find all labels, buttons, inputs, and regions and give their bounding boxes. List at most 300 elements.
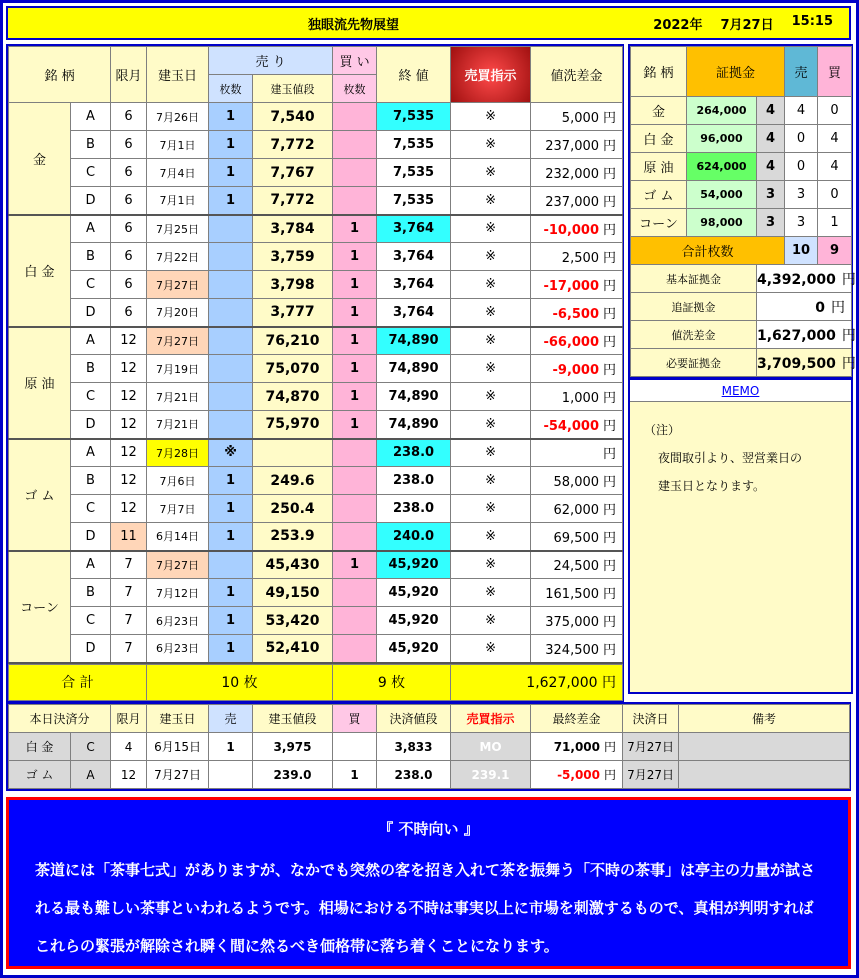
diff-cell [531, 523, 623, 551]
memo-panel [628, 378, 853, 694]
summary-row [631, 293, 852, 321]
total-sell: 10 枚 [147, 664, 333, 700]
margin-row [631, 97, 852, 125]
settle-signal: 239.1 [451, 761, 531, 789]
month-cell: 12 [111, 327, 147, 355]
settle-header: 限月 [111, 705, 147, 733]
buy-count-cell [333, 187, 377, 215]
month-cell: 6 [111, 215, 147, 243]
col-header-close: 終 値 [377, 47, 451, 103]
signal-cell: ※ [451, 607, 531, 635]
position-row [9, 467, 623, 495]
memo-note: （注） [644, 423, 681, 437]
total-diff-unit: 円 [602, 675, 616, 691]
series-label: D [71, 299, 111, 327]
diff-value: -17,000 [543, 279, 600, 294]
price-cell: 3,759 [253, 243, 333, 271]
col-header-diff: 値洗差金 [531, 47, 623, 103]
price-cell: 253.9 [253, 523, 333, 551]
month-cell: 12 [111, 355, 147, 383]
settle-month: 4 [111, 733, 147, 761]
settle-sell-count: 1 [209, 733, 253, 761]
margin-count: 3 [757, 181, 785, 209]
series-label: D [71, 523, 111, 551]
count-total-label: 合計枚数 [631, 237, 785, 265]
diff-unit: 円 [603, 418, 617, 434]
summary-row [631, 349, 852, 377]
diff-value: 69,500 [553, 530, 600, 546]
margin-table [628, 44, 856, 379]
sell-count-cell: 1 [209, 495, 253, 523]
diff-cell [531, 215, 623, 243]
price-cell: 3,798 [253, 271, 333, 299]
close-cell: 7,535 [377, 187, 451, 215]
signal-cell: ※ [451, 215, 531, 243]
diff-unit: 円 [603, 475, 617, 490]
margin-row [631, 181, 852, 209]
month-cell: 11 [111, 523, 147, 551]
settle-date: 6月15日 [147, 733, 209, 761]
settle-header: 決済日 [623, 705, 679, 733]
close-cell: 45,920 [377, 635, 451, 663]
close-cell: 238.0 [377, 439, 451, 467]
quote-title: 『 不時向い 』 [378, 820, 479, 838]
margin-buy: 0 [818, 97, 852, 125]
buy-count-cell [333, 439, 377, 467]
close-cell: 74,890 [377, 383, 451, 411]
date-cell: 7月7日 [147, 495, 209, 523]
diff-cell [531, 187, 623, 215]
buy-count-cell [333, 103, 377, 131]
close-cell: 3,764 [377, 243, 451, 271]
diff-value: -10,000 [543, 223, 600, 239]
col-header-signal: 売買指示 [451, 47, 531, 103]
diff-value: 161,500 [545, 587, 600, 602]
position-row [9, 103, 623, 131]
sell-count-cell: 1 [209, 579, 253, 607]
settle-row [9, 761, 850, 789]
series-label: A [71, 215, 111, 243]
settle-note [679, 761, 850, 789]
settle-header: 買 [333, 705, 377, 733]
date-cell: 7月21日 [147, 411, 209, 439]
settle-price: 3,975 [253, 733, 333, 761]
diff-value: -6,500 [552, 306, 600, 322]
series-label: A [71, 439, 111, 467]
buy-count-cell: 1 [333, 271, 377, 299]
diff-unit: 円 [603, 167, 617, 182]
diff-value: -54,000 [543, 418, 600, 434]
diff-cell [531, 635, 623, 663]
price-cell: 7,540 [253, 103, 333, 131]
settlement-table [6, 702, 851, 791]
margin-sell: 4 [785, 97, 818, 125]
settle-day: 7月27日 [623, 733, 679, 761]
date-cell: 7月26日 [147, 103, 209, 131]
quote-box [6, 797, 851, 969]
sell-count-cell: 1 [209, 607, 253, 635]
commodity-name: 原 油 [9, 327, 71, 439]
series-label: D [71, 411, 111, 439]
settle-month: 12 [111, 761, 147, 789]
margin-sell: 0 [785, 125, 818, 153]
date-cell: 7月27日 [147, 551, 209, 579]
buy-count-cell: 1 [333, 355, 377, 383]
diff-cell [531, 131, 623, 159]
summary-label: 追証拠金 [631, 293, 757, 321]
date-cell: 7月1日 [147, 131, 209, 159]
diff-cell [531, 271, 623, 299]
position-row [9, 243, 623, 271]
close-cell: 7,535 [377, 159, 451, 187]
sell-count-cell [209, 271, 253, 299]
summary-label: 必要証拠金 [631, 349, 757, 377]
margin-buy: 1 [818, 209, 852, 237]
price-cell: 7,772 [253, 187, 333, 215]
margin-name: コーン [631, 209, 687, 237]
series-label: A [71, 327, 111, 355]
margin-name: 白 金 [631, 125, 687, 153]
diff-unit: 円 [603, 306, 617, 322]
position-row [9, 131, 623, 159]
commodity-name: コーン [9, 551, 71, 663]
date-cell: 6月23日 [147, 635, 209, 663]
col-header-sell-count: 枚数 [209, 75, 253, 103]
month-cell: 6 [111, 159, 147, 187]
margin-count: 4 [757, 97, 785, 125]
sell-count-cell: ※ [209, 439, 253, 467]
margin-value: 54,000 [687, 181, 757, 209]
diff-unit: 円 [603, 111, 617, 126]
diff-value: 375,000 [545, 615, 600, 630]
diff-value: 62,000 [553, 503, 600, 518]
title-bar [6, 6, 851, 40]
summary-label: 値洗差金 [631, 321, 757, 349]
col-header-month: 限月 [111, 47, 147, 103]
price-cell: 53,420 [253, 607, 333, 635]
date-cell: 7月20日 [147, 299, 209, 327]
diff-unit: 円 [603, 559, 617, 575]
series-label: B [71, 579, 111, 607]
summary-unit: 円 [831, 299, 846, 316]
margin-count: 4 [757, 153, 785, 181]
signal-cell: ※ [451, 495, 531, 523]
margin-row [631, 153, 852, 181]
settle-header: 決済値段 [377, 705, 451, 733]
settle-day: 7月27日 [623, 761, 679, 789]
settle-diff-unit: 円 [604, 740, 617, 754]
signal-cell: ※ [451, 467, 531, 495]
diff-unit: 円 [603, 335, 617, 351]
margin-sell: 3 [785, 181, 818, 209]
price-cell: 7,772 [253, 131, 333, 159]
signal-cell: ※ [451, 131, 531, 159]
close-cell: 238.0 [377, 467, 451, 495]
buy-count-cell [333, 495, 377, 523]
close-cell: 240.0 [377, 523, 451, 551]
datetime [639, 14, 849, 33]
diff-unit: 円 [603, 503, 617, 518]
buy-count-cell: 1 [333, 215, 377, 243]
close-cell: 74,890 [377, 355, 451, 383]
date-cell: 7月21日 [147, 383, 209, 411]
summary-unit: 円 [841, 327, 856, 344]
buy-count-cell: 1 [333, 411, 377, 439]
settle-price: 239.0 [253, 761, 333, 789]
settle-header: 売 [209, 705, 253, 733]
position-row [9, 579, 623, 607]
diff-unit: 円 [603, 251, 617, 266]
price-cell: 7,767 [253, 159, 333, 187]
month-cell: 6 [111, 299, 147, 327]
sell-count-cell [209, 243, 253, 271]
date-cell: 7月19日 [147, 355, 209, 383]
price-cell: 76,210 [253, 327, 333, 355]
col-header-buy: 買 い [333, 47, 377, 75]
signal-cell: ※ [451, 635, 531, 663]
diff-cell [531, 579, 623, 607]
signal-cell: ※ [451, 383, 531, 411]
diff-cell [531, 355, 623, 383]
position-row [9, 411, 623, 439]
month-cell: 12 [111, 467, 147, 495]
signal-cell: ※ [451, 159, 531, 187]
margin-row [631, 125, 852, 153]
summary-value [757, 349, 856, 377]
total-label: 合 計 [9, 664, 147, 700]
close-cell: 45,920 [377, 551, 451, 579]
series-label: D [71, 187, 111, 215]
settle-signal: MO [451, 733, 531, 761]
series-label: C [71, 271, 111, 299]
position-row [9, 439, 623, 467]
margin-row [631, 209, 852, 237]
date-cell: 6月23日 [147, 607, 209, 635]
position-row [9, 523, 623, 551]
diff-unit: 円 [603, 587, 617, 602]
month-cell: 6 [111, 131, 147, 159]
sell-count-cell: 1 [209, 159, 253, 187]
buy-count-cell [333, 607, 377, 635]
signal-cell: ※ [451, 551, 531, 579]
summary-label: 基本証拠金 [631, 265, 757, 293]
diff-value: 237,000 [545, 194, 600, 210]
settle-date: 7月27日 [147, 761, 209, 789]
margin-name: 原 油 [631, 153, 687, 181]
sell-count-cell [209, 215, 253, 243]
date-cell: 7月28日 [147, 439, 209, 467]
price-cell: 250.4 [253, 495, 333, 523]
margin-name: 金 [631, 97, 687, 125]
buy-count-cell [333, 159, 377, 187]
diff-unit: 円 [603, 642, 617, 658]
price-cell: 49,150 [253, 579, 333, 607]
settle-series: C [71, 733, 111, 761]
memo-line-1: 夜間取引より、翌営業日の [658, 451, 803, 465]
month-cell: 7 [111, 551, 147, 579]
settle-buy-count: 1 [333, 761, 377, 789]
summary-amount: 1,627,000 [757, 327, 836, 344]
margin-buy: 4 [818, 125, 852, 153]
total-buy: 9 枚 [333, 664, 451, 700]
series-label: C [71, 159, 111, 187]
diff-unit: 円 [603, 391, 617, 406]
diff-cell [531, 327, 623, 355]
position-row [9, 607, 623, 635]
margin-sell: 3 [785, 209, 818, 237]
diff-value: 24,500 [553, 559, 600, 575]
margin-header-name: 銘 柄 [631, 47, 687, 97]
buy-count-cell: 1 [333, 383, 377, 411]
diff-cell [531, 299, 623, 327]
diff-unit: 円 [603, 530, 617, 546]
diff-unit: 円 [603, 223, 617, 239]
series-label: B [71, 243, 111, 271]
margin-value: 624,000 [687, 153, 757, 181]
date-cell: 7月6日 [147, 467, 209, 495]
position-row [9, 551, 623, 579]
close-cell: 7,535 [377, 103, 451, 131]
summary-value [757, 293, 852, 321]
margin-value: 98,000 [687, 209, 757, 237]
settle-row [9, 733, 850, 761]
margin-value: 264,000 [687, 97, 757, 125]
margin-buy: 0 [818, 181, 852, 209]
summary-amount: 3,709,500 [757, 355, 836, 372]
signal-cell: ※ [451, 327, 531, 355]
col-header-price: 建玉値段 [253, 75, 333, 103]
diff-value: 1,000 [561, 391, 600, 406]
diff-cell [531, 103, 623, 131]
date-cell: 7月4日 [147, 159, 209, 187]
quote-text: 茶道には「茶事七式」がありますが、なかでも突然の客を招き入れて茶を振舞う「不時の茶事」は亭主の力量が試される最も難しい茶事といわれるようです。相場における不時は事実以上に市場を刺激するもので、真相が判明すればこれらの緊張が解除され瞬く間に然るべき価格帯に落ち着くことになります。 [35, 861, 816, 955]
position-row [9, 495, 623, 523]
diff-value: 58,000 [553, 475, 600, 490]
sell-count-cell [209, 551, 253, 579]
diff-value: 2,500 [561, 251, 600, 266]
total-diff [451, 664, 623, 700]
date-cell: 7月27日 [147, 271, 209, 299]
margin-name: ゴ ム [631, 181, 687, 209]
memo-link[interactable]: MEMO [630, 380, 851, 402]
sell-count-cell: 1 [209, 523, 253, 551]
sell-count-cell [209, 327, 253, 355]
price-cell: 75,070 [253, 355, 333, 383]
settle-series: A [71, 761, 111, 789]
summary-row [631, 321, 852, 349]
year: 2022年 [653, 17, 703, 33]
series-label: A [71, 551, 111, 579]
page-title: 独眼流先物展望 [307, 17, 399, 33]
diff-value: -66,000 [543, 335, 600, 351]
count-total-sell: 10 [785, 237, 818, 265]
diff-unit: 円 [603, 447, 617, 463]
close-cell: 45,920 [377, 607, 451, 635]
month-cell: 7 [111, 579, 147, 607]
summary-amount: 4,392,000 [757, 271, 836, 288]
settle-note [679, 733, 850, 761]
diff-cell [531, 439, 623, 467]
margin-count: 4 [757, 125, 785, 153]
month-cell: 12 [111, 495, 147, 523]
month-cell: 7 [111, 635, 147, 663]
buy-count-cell [333, 635, 377, 663]
signal-cell: ※ [451, 355, 531, 383]
diff-cell [531, 243, 623, 271]
diff-unit: 円 [603, 139, 617, 154]
date-cell: 7月25日 [147, 215, 209, 243]
price-cell: 3,777 [253, 299, 333, 327]
month-cell: 6 [111, 103, 147, 131]
date-cell: 7月27日 [147, 327, 209, 355]
diff-value: -9,000 [552, 363, 600, 378]
diff-unit: 円 [603, 363, 617, 378]
diff-cell [531, 467, 623, 495]
series-label: A [71, 103, 111, 131]
price-cell: 74,870 [253, 383, 333, 411]
date-cell: 7月1日 [147, 187, 209, 215]
summary-unit: 円 [841, 355, 856, 372]
series-label: B [71, 355, 111, 383]
commodity-name: 白 金 [9, 215, 71, 327]
col-header-buy-count: 枚数 [333, 75, 377, 103]
month-cell: 6 [111, 187, 147, 215]
buy-count-cell [333, 523, 377, 551]
position-row [9, 383, 623, 411]
price-cell: 75,970 [253, 411, 333, 439]
position-row [9, 271, 623, 299]
margin-sell: 0 [785, 153, 818, 181]
sell-count-cell: 1 [209, 131, 253, 159]
position-row [9, 635, 623, 663]
close-cell: 3,764 [377, 271, 451, 299]
diff-value: 232,000 [545, 167, 600, 182]
col-header-name: 銘 柄 [9, 47, 111, 103]
total-row [9, 664, 623, 700]
margin-buy: 4 [818, 153, 852, 181]
settle-header: 建玉日 [147, 705, 209, 733]
signal-cell: ※ [451, 103, 531, 131]
diff-cell [531, 551, 623, 579]
margin-header-sell: 売 [785, 47, 818, 97]
signal-cell: ※ [451, 271, 531, 299]
close-cell: 3,764 [377, 299, 451, 327]
date-cell: 7月12日 [147, 579, 209, 607]
buy-count-cell: 1 [333, 243, 377, 271]
diff-value: 5,000 [561, 111, 600, 126]
position-row [9, 159, 623, 187]
summary-row [631, 265, 852, 293]
date-cell: 6月14日 [147, 523, 209, 551]
signal-cell: ※ [451, 243, 531, 271]
position-row [9, 299, 623, 327]
signal-cell: ※ [451, 579, 531, 607]
summary-amount: 0 [815, 299, 826, 316]
col-header-sell: 売 り [209, 47, 333, 75]
sell-count-cell [209, 383, 253, 411]
diff-unit: 円 [603, 615, 617, 630]
summary-value [757, 321, 856, 349]
close-cell: 3,764 [377, 215, 451, 243]
date: 7月27日 [720, 17, 774, 33]
signal-cell: ※ [451, 439, 531, 467]
settle-header: 建玉値段 [253, 705, 333, 733]
settle-header: 売買指示 [451, 705, 531, 733]
sell-count-cell: 1 [209, 103, 253, 131]
diff-unit: 円 [603, 279, 617, 294]
signal-cell: ※ [451, 187, 531, 215]
position-row [9, 327, 623, 355]
